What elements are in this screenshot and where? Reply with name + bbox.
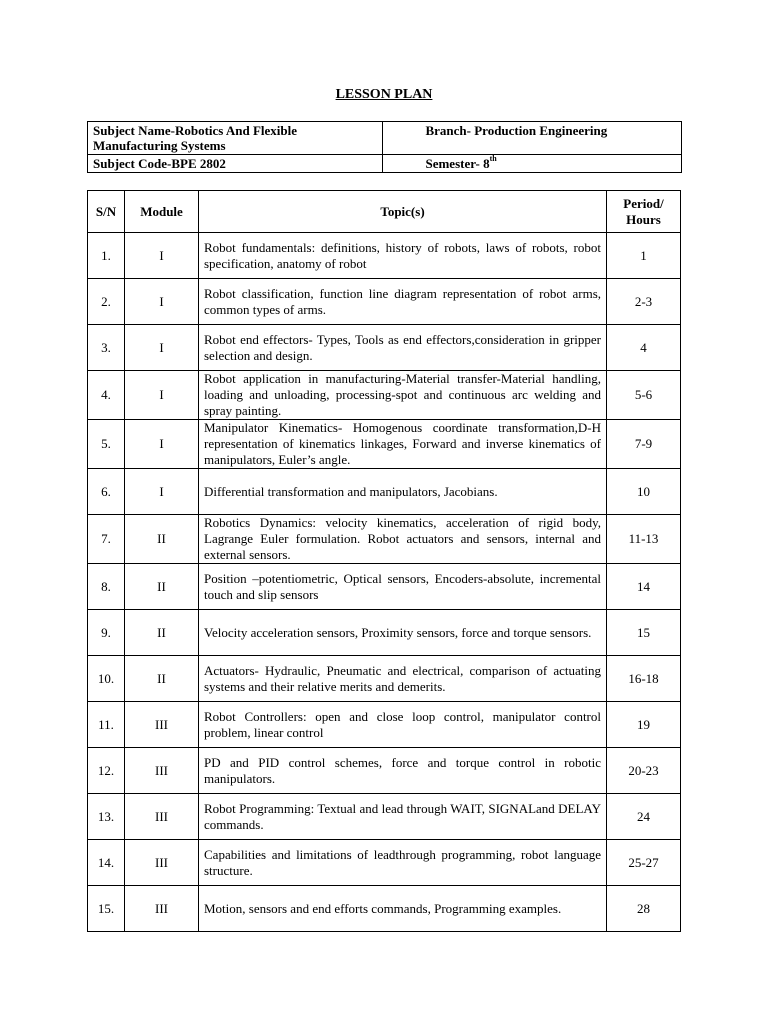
row-module: I	[125, 420, 199, 469]
header-module: Module	[125, 191, 199, 233]
row-period: 4	[607, 325, 681, 371]
row-module: III	[125, 886, 199, 932]
row-topic: Differential transformation and manipulators, Jacobians.	[199, 469, 607, 515]
row-sn: 11.	[88, 702, 125, 748]
row-module: I	[125, 371, 199, 420]
row-sn: 8.	[88, 564, 125, 610]
table-row	[88, 564, 681, 610]
row-period: 15	[607, 610, 681, 656]
row-period: 19	[607, 702, 681, 748]
semester-cell	[383, 155, 682, 173]
row-period: 16-18	[607, 656, 681, 702]
table-row	[88, 656, 681, 702]
row-topic: Manipulator Kinematics- Homogenous coordinate transformation,D-H representation of kinematics linkages, Forward and inverse kinematics of manipulators, Euler’s angle.	[199, 420, 607, 469]
table-row	[88, 886, 681, 932]
row-module: I	[125, 233, 199, 279]
row-module: II	[125, 610, 199, 656]
table-row	[88, 469, 681, 515]
row-topic: Motion, sensors and end efforts commands, Programming examples.	[199, 886, 607, 932]
table-row	[88, 748, 681, 794]
row-module: I	[125, 279, 199, 325]
header-sn: S/N	[88, 191, 125, 233]
row-sn: 2.	[88, 279, 125, 325]
row-module: II	[125, 656, 199, 702]
row-sn: 10.	[88, 656, 125, 702]
header-period: Period/ Hours	[607, 191, 681, 233]
row-sn: 3.	[88, 325, 125, 371]
page-title: LESSON PLAN	[335, 87, 433, 102]
row-topic: Position –potentiometric, Optical sensors, Encoders-absolute, incremental touch and slip sensors	[199, 564, 607, 610]
row-period: 28	[607, 886, 681, 932]
row-sn: 1.	[88, 233, 125, 279]
semester-superscript: th	[489, 153, 497, 163]
row-module: I	[125, 325, 199, 371]
row-topic: Robot classification, function line diagram representation of robot arms, common types of arms.	[199, 279, 607, 325]
subject-info-row	[88, 122, 682, 155]
row-sn: 14.	[88, 840, 125, 886]
row-topic: Robot Controllers: open and close loop control, manipulator control problem, linear control	[199, 702, 607, 748]
row-topic: PD and PID control schemes, force and torque control in robotic manipulators.	[199, 748, 607, 794]
table-row	[88, 515, 681, 564]
subject-code: Subject Code-BPE 2802	[88, 155, 383, 173]
row-period: 20-23	[607, 748, 681, 794]
row-topic: Robot fundamentals: definitions, history of robots, laws of robots, robot specification, anatomy of robot	[199, 233, 607, 279]
row-topic: Capabilities and limitations of leadthrough programming, robot language structure.	[199, 840, 607, 886]
row-topic: Robot Programming: Textual and lead through WAIT, SIGNALand DELAY commands.	[199, 794, 607, 840]
row-period: 24	[607, 794, 681, 840]
row-module: III	[125, 794, 199, 840]
row-sn: 15.	[88, 886, 125, 932]
row-sn: 13.	[88, 794, 125, 840]
row-module: II	[125, 515, 199, 564]
row-period: 25-27	[607, 840, 681, 886]
table-row	[88, 702, 681, 748]
row-topic: Robotics Dynamics: velocity kinematics, acceleration of rigid body, Lagrange Euler formulation. Robot actuators and sensors, internal and external sensors.	[199, 515, 607, 564]
row-period: 2-3	[607, 279, 681, 325]
row-topic: Velocity acceleration sensors, Proximity sensors, force and torque sensors.	[199, 610, 607, 656]
table-row	[88, 420, 681, 469]
row-module: III	[125, 748, 199, 794]
row-sn: 7.	[88, 515, 125, 564]
row-sn: 9.	[88, 610, 125, 656]
row-module: III	[125, 840, 199, 886]
subject-info-table	[87, 121, 682, 173]
row-period: 14	[607, 564, 681, 610]
row-period: 10	[607, 469, 681, 515]
row-sn: 12.	[88, 748, 125, 794]
row-sn: 5.	[88, 420, 125, 469]
semester: Semester- 8	[425, 156, 490, 171]
row-module: III	[125, 702, 199, 748]
row-period: 1	[607, 233, 681, 279]
branch: Branch- Production Engineering	[383, 122, 682, 155]
table-row	[88, 325, 681, 371]
table-row	[88, 233, 681, 279]
table-row	[88, 840, 681, 886]
table-row	[88, 794, 681, 840]
subject-info-row	[88, 155, 682, 173]
row-module: II	[125, 564, 199, 610]
lesson-plan-table	[87, 190, 681, 932]
row-topic: Robot end effectors- Types, Tools as end effectors,consideration in gripper selection and design.	[199, 325, 607, 371]
row-period: 5-6	[607, 371, 681, 420]
row-topic: Actuators- Hydraulic, Pneumatic and electrical, comparison of actuating systems and their relative merits and demerits.	[199, 656, 607, 702]
table-row	[88, 279, 681, 325]
table-header-row	[88, 191, 681, 233]
row-module: I	[125, 469, 199, 515]
row-period: 7-9	[607, 420, 681, 469]
row-sn: 4.	[88, 371, 125, 420]
table-row	[88, 371, 681, 420]
row-period: 11-13	[607, 515, 681, 564]
header-topic: Topic(s)	[199, 191, 607, 233]
row-topic: Robot application in manufacturing-Material transfer-Material handling, loading and unloading, processing-spot and continuous arc welding and spray painting.	[199, 371, 607, 420]
table-body	[88, 233, 681, 932]
subject-name: Subject Name-Robotics And Flexible Manufacturing Systems	[88, 122, 383, 155]
row-sn: 6.	[88, 469, 125, 515]
table-row	[88, 610, 681, 656]
